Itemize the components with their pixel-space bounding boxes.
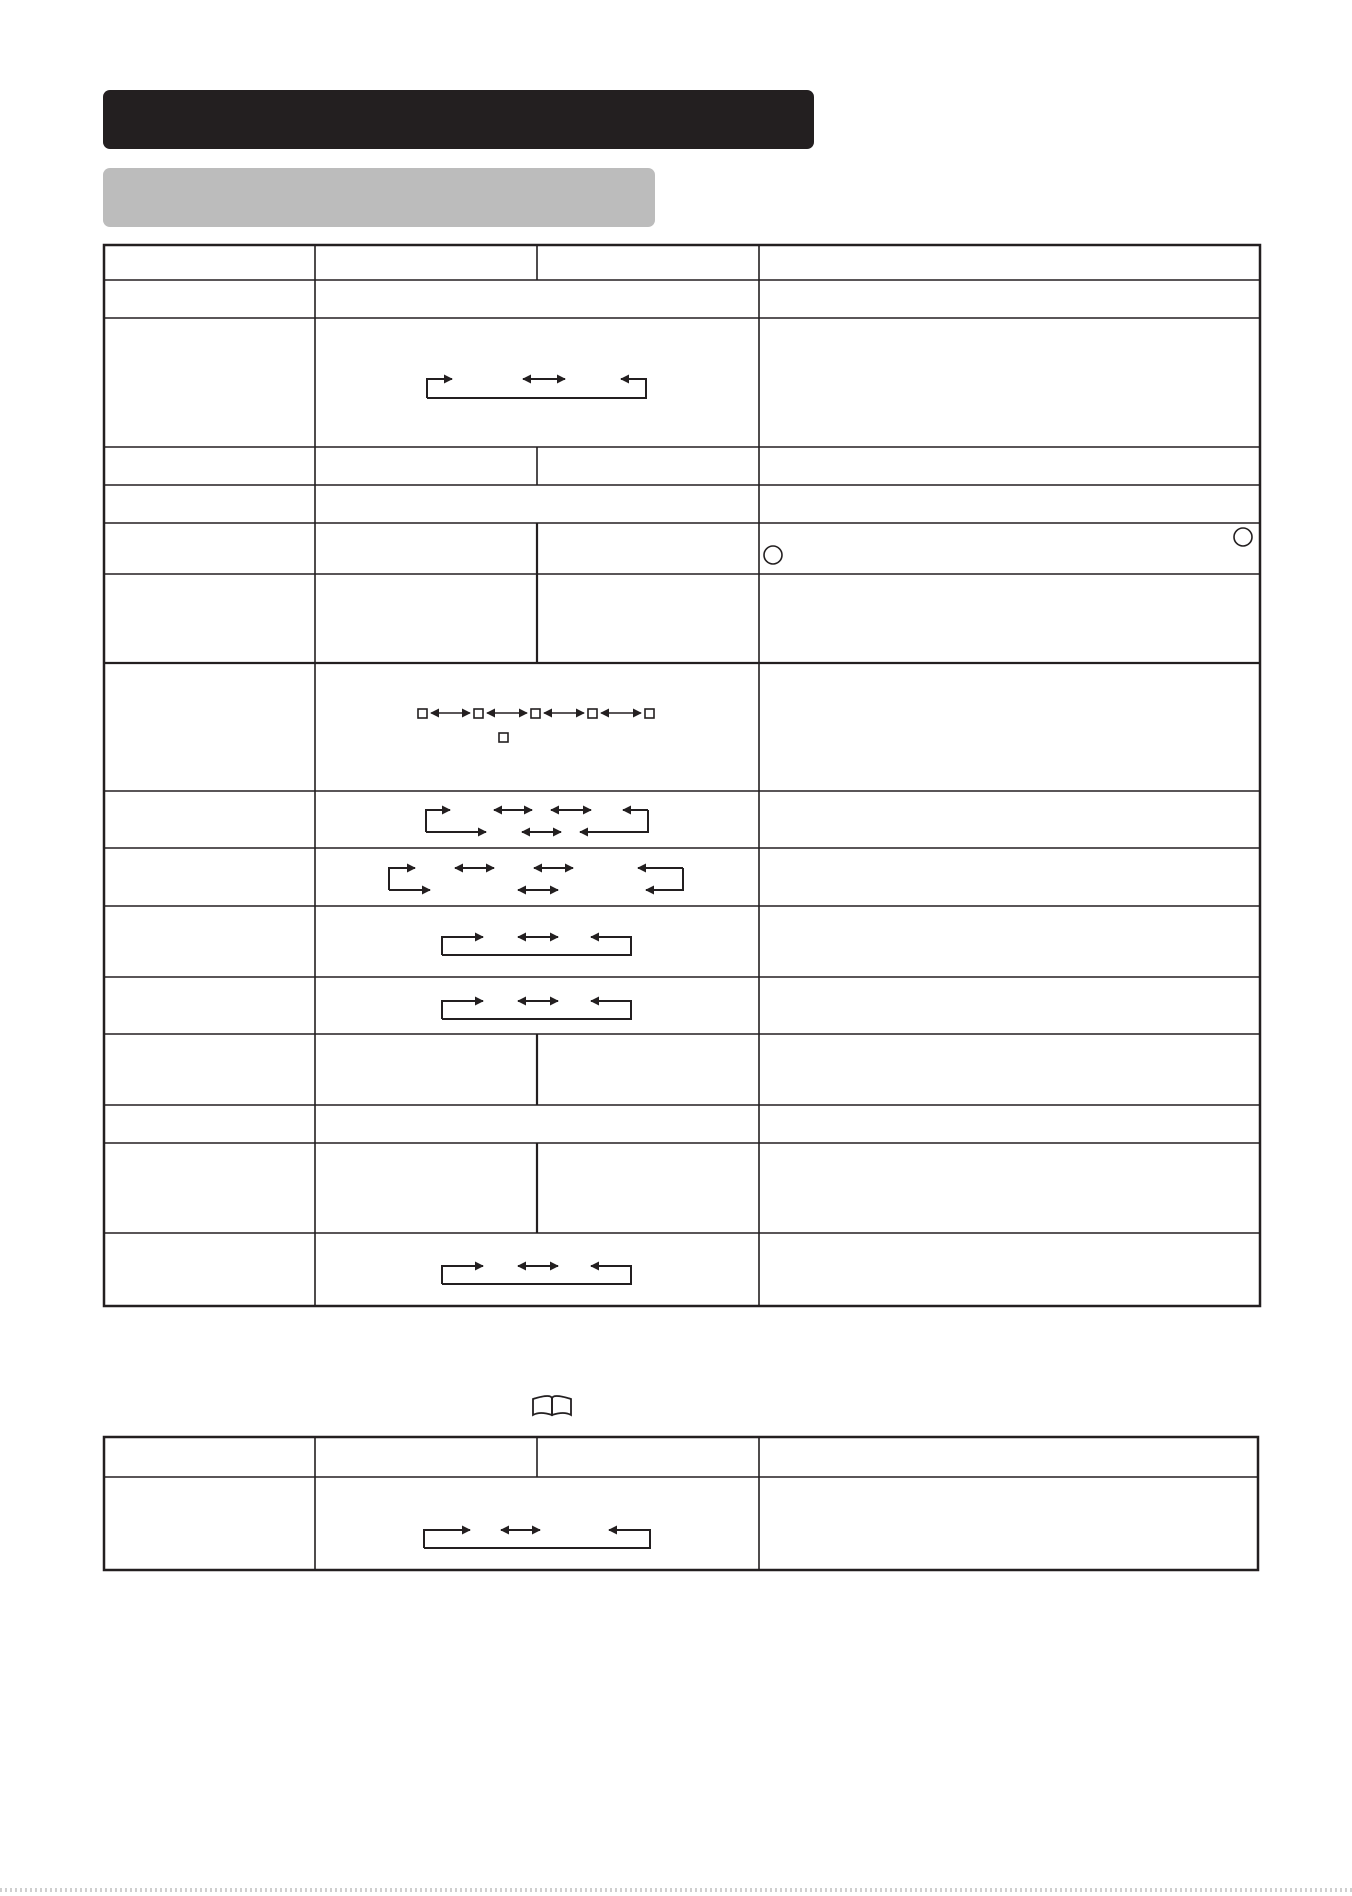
cycle-arrow-icon — [442, 1266, 631, 1284]
cycle-arrow-icon — [427, 379, 646, 398]
square-marker-icon — [499, 733, 508, 742]
cycle-arrow-icon — [442, 937, 631, 955]
square-marker-icon — [531, 709, 540, 718]
square-marker-icon — [645, 709, 654, 718]
square-arrow-sequence — [418, 709, 654, 742]
square-marker-icon — [418, 709, 427, 718]
square-marker-icon — [588, 709, 597, 718]
secondary-table — [104, 1437, 1258, 1570]
page-bottom-edge — [0, 1888, 1352, 1892]
circle-marker-icon — [1234, 528, 1252, 546]
cycle-arrow-icon — [442, 1001, 631, 1019]
book-icon — [533, 1396, 571, 1415]
circle-marker-icon — [764, 546, 782, 564]
cycle-arrow-icon — [426, 810, 648, 832]
square-marker-icon — [474, 709, 483, 718]
cycle-arrow-icon — [424, 1530, 650, 1548]
main-table — [104, 245, 1260, 1306]
cycle-arrow-icon — [389, 868, 683, 890]
